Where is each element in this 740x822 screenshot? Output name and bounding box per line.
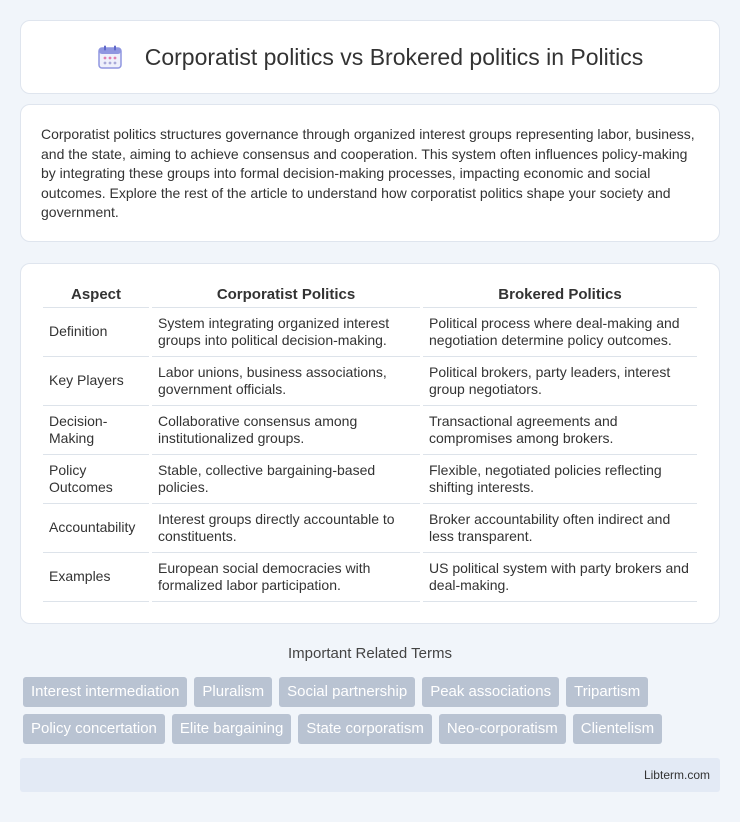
table-header-row [43,284,697,308]
table-row [43,504,697,553]
comparison-table [43,284,697,602]
related-term-tag[interactable]: Interest intermediation [23,677,187,707]
related-term-tag[interactable]: Pluralism [194,677,272,707]
brokered-cell: Flexible, negotiated policies reflecting shifting interests. [423,455,697,504]
brokered-cell: Political brokers, party leaders, interest group negotiators. [423,357,697,406]
table-row [43,553,697,602]
related-term-tag[interactable]: Peak associations [422,677,559,707]
related-term-tag[interactable]: Elite bargaining [172,714,291,744]
table-row [43,406,697,455]
related-term-tag[interactable]: Tripartism [566,677,648,707]
aspect-cell: Examples [43,553,149,602]
aspect-cell: Decision-Making [43,406,149,455]
aspect-cell: Policy Outcomes [43,455,149,504]
related-term-tag[interactable]: Policy concertation [23,714,165,744]
table-row [43,357,697,406]
related-terms-list [23,677,723,751]
calendar-icon [97,44,123,70]
intro-text: Corporatist politics structures governance through organized interest groups representing labor, business, and the state, aiming to achieve consensus and cooperation. This system often influences policy-making by integrating these groups into formal decision-making processes, impacting economic and social outcomes. Explore the rest of the article to understand how corporatist politics shape your society and government. [41,126,695,220]
related-term-tag[interactable]: State corporatism [298,714,432,744]
footer [20,758,720,792]
header-aspect: Aspect [43,284,149,308]
related-term-tag[interactable]: Neo-corporatism [439,714,566,744]
corporatist-cell: Interest groups directly accountable to constituents. [152,504,420,553]
corporatist-cell: European social democracies with formalized labor participation. [152,553,420,602]
page-title: Corporatist politics vs Brokered politics in Politics [144,43,644,70]
aspect-cell: Accountability [43,504,149,553]
header-card [20,20,720,94]
corporatist-cell: Collaborative consensus among institutionalized groups. [152,406,420,455]
related-terms-title: Important Related Terms [288,645,452,662]
aspect-cell: Definition [43,308,149,357]
brokered-cell: Political process where deal-making and negotiation determine policy outcomes. [423,308,697,357]
brokered-cell: Broker accountability often indirect and less transparent. [423,504,697,553]
comparison-table-card [20,263,720,624]
table-row [43,308,697,357]
footer-brand[interactable]: Libterm.com [643,768,710,782]
brokered-cell: Transactional agreements and compromises among brokers. [423,406,697,455]
header-brokered: Brokered Politics [423,284,697,308]
header-corporatist: Corporatist Politics [152,284,420,308]
intro-card [20,104,720,242]
corporatist-cell: Labor unions, business associations, government officials. [152,357,420,406]
related-term-tag[interactable]: Social partnership [279,677,415,707]
aspect-cell: Key Players [43,357,149,406]
table-row [43,455,697,504]
corporatist-cell: Stable, collective bargaining-based policies. [152,455,420,504]
corporatist-cell: System integrating organized interest groups into political decision-making. [152,308,420,357]
related-term-tag[interactable]: Clientelism [573,714,662,744]
brokered-cell: US political system with party brokers and deal-making. [423,553,697,602]
